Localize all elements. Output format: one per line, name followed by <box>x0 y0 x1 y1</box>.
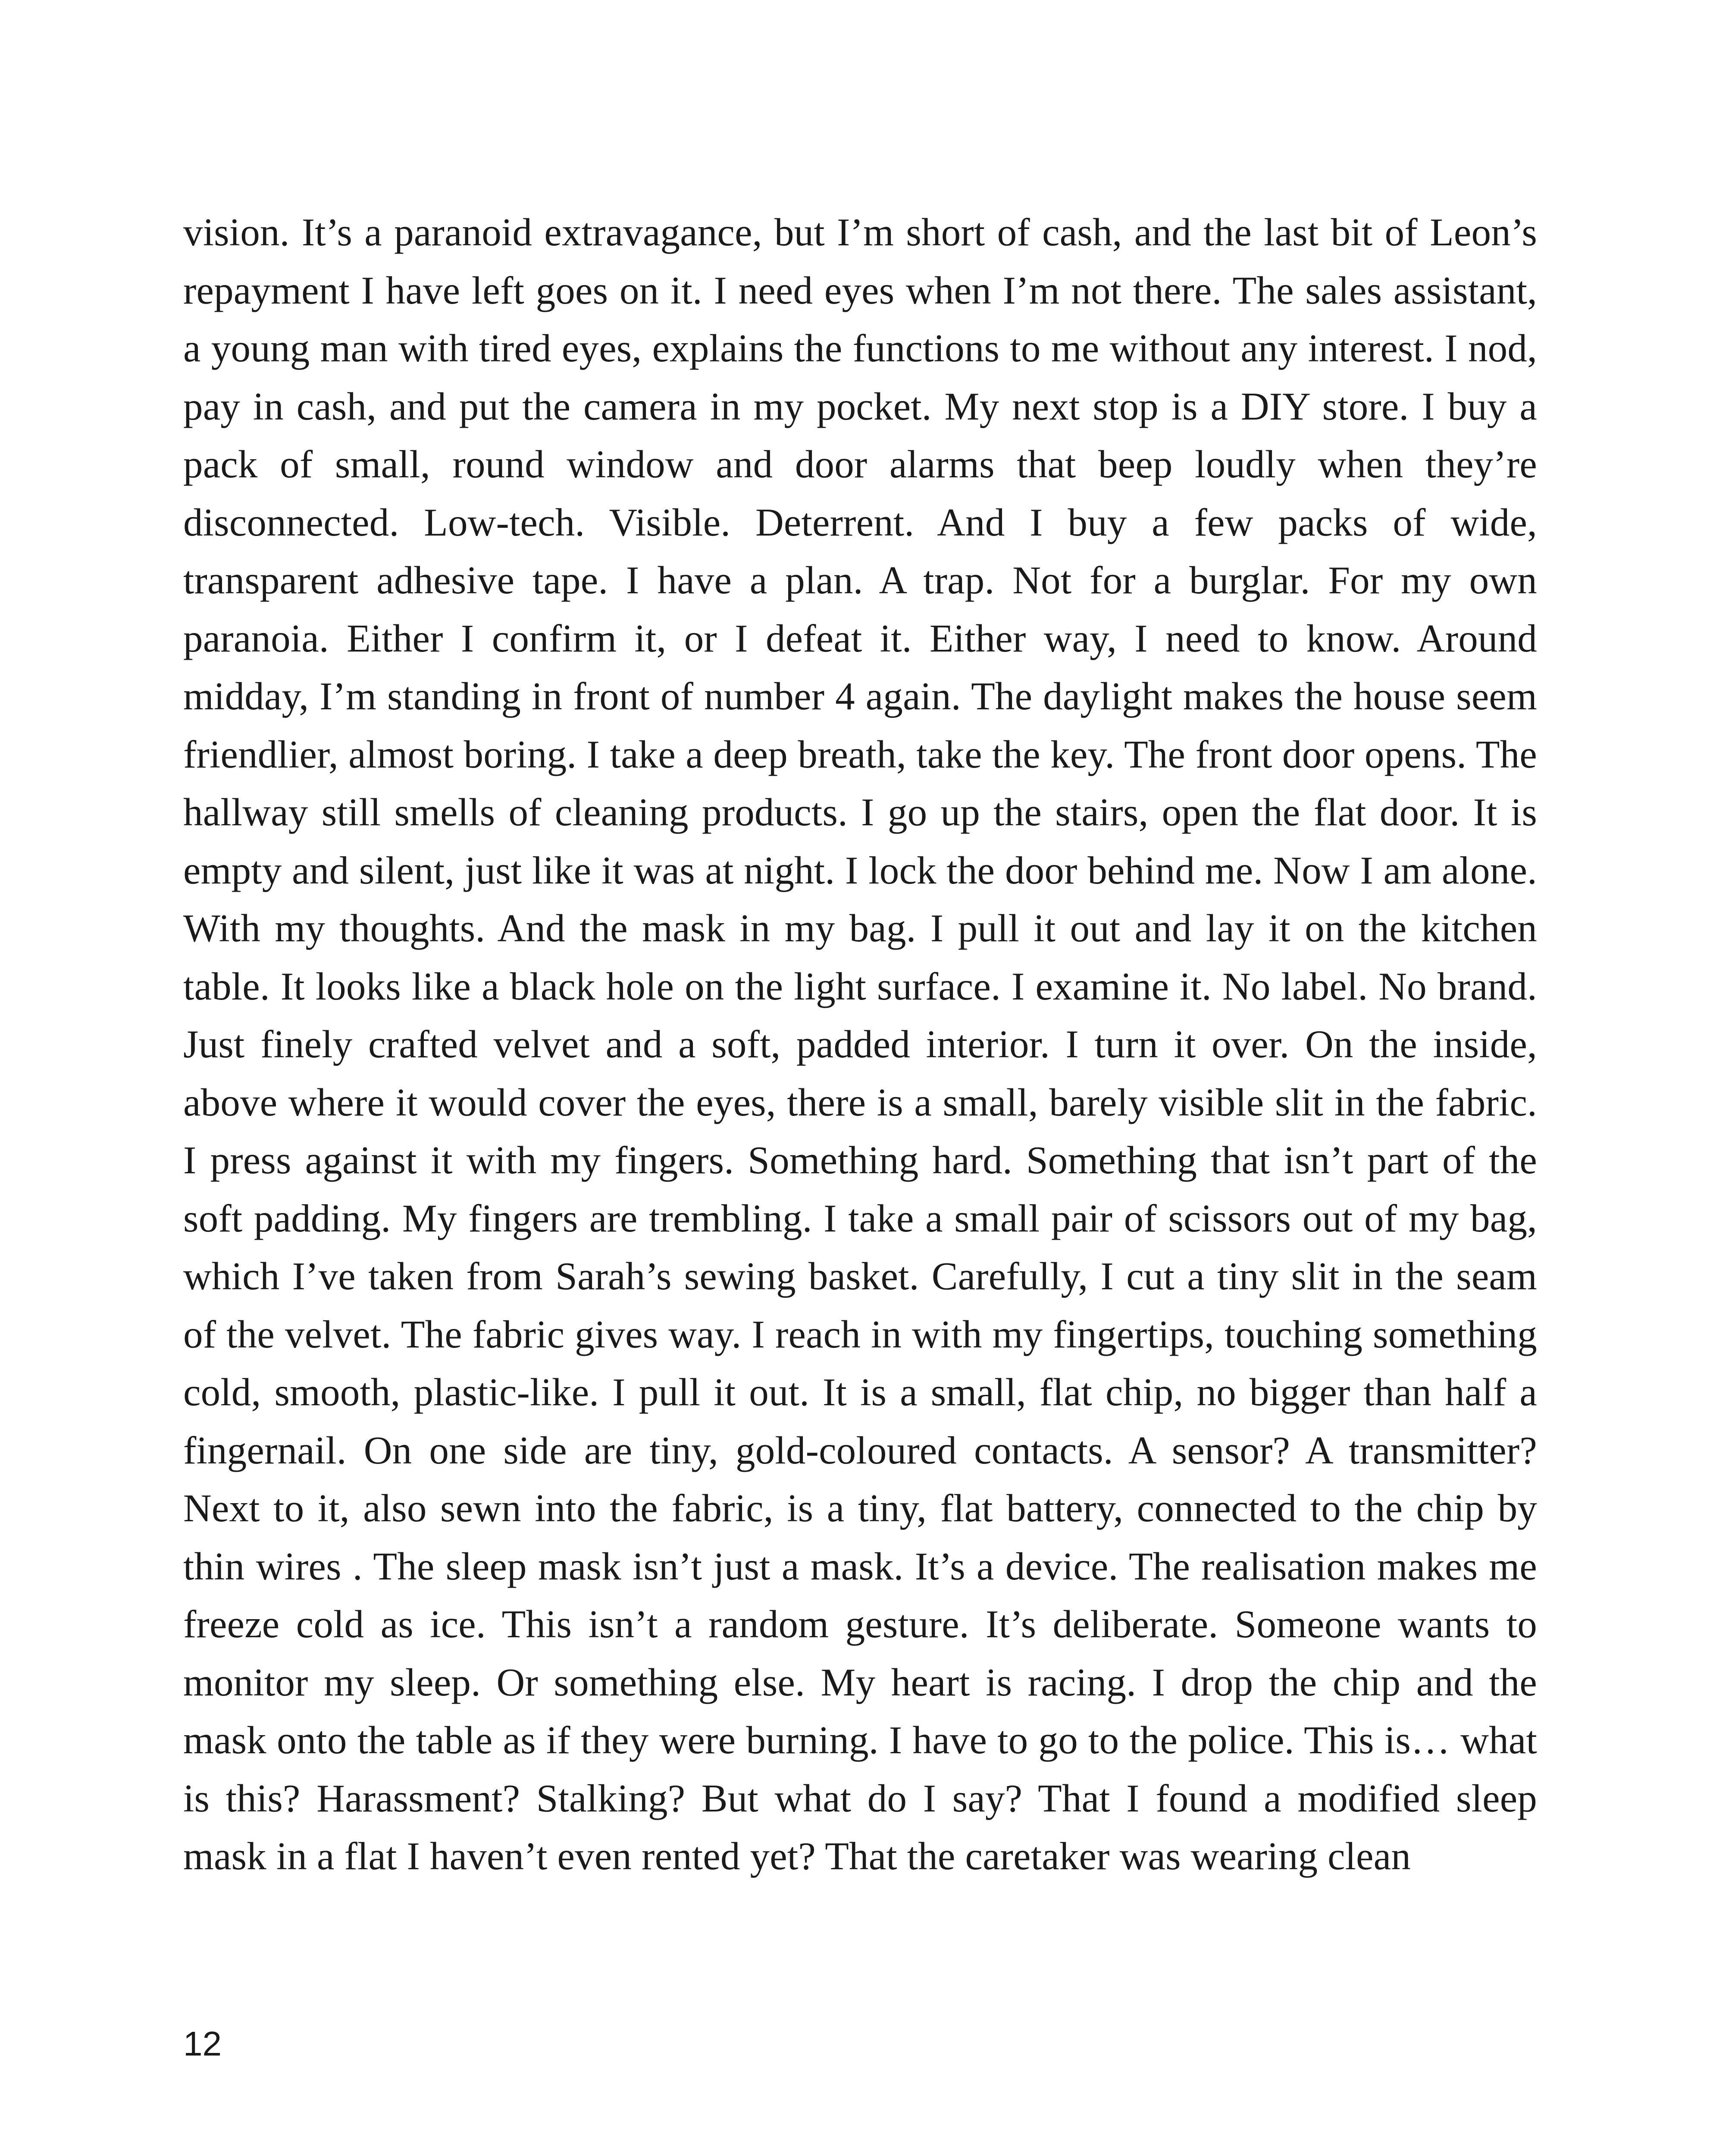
page-number: 12 <box>183 2024 222 2063</box>
body-paragraph: vision. It’s a paranoid extravagance, but I’m short of cash, and the last bit of Leon’s repayment I have left goes on it. I need eyes when I’m not there. The sales assistant, a young man with tired eyes, explains the functions to me without any interest. I nod, pay in cash, and put the camera in my pocket. My next stop is a DIY store. I buy a pack of small, round window and door alarms that beep loudly when they’re disconnected. Low-tech. Visible. Deterrent. And I buy a few packs of wide, transparent adhesive tape. I have a plan. A trap. Not for a burglar. For my own paranoia. Either I confirm it, or I defeat it. Either way, I need to know. Around midday, I’m standing in front of number 4 again. The daylight makes the house seem friendlier, almost boring. I take a deep breath, take the key. The front door opens. The hallway still smells of cleaning products. I go up the stairs, open the flat door. It is empty and silent, just like it was at night. I lock the door behind me. Now I am alone. With my thoughts. And the mask in my bag. I pull it out and lay it on the kitchen table. It looks like a black hole on the light surface. I examine it. No label. No brand. Just finely crafted velvet and a soft, padded interior. I turn it over. On the inside, above where it would cover the eyes, there is a small, barely visible slit in the fabric. I press against it with my fingers. Something hard. Something that isn’t part of the soft padding. My fingers are trembling. I take a small pair of scissors out of my bag, which I’ve taken from Sarah’s sewing basket. Carefully, I cut a tiny slit in the seam of the velvet. The fabric gives way. I reach in with my fingertips, touching something cold, smooth, plastic-like. I pull it out. It is a small, flat chip, no bigger than half a fingernail. On one side are tiny, gold-coloured contacts. A sensor? A transmitter? Next to it, also sewn into the fabric, is a tiny, flat battery, connected to the chip by thin wires . The sleep mask isn’t just a mask. It’s a device. The realisation makes me freeze cold as ice. This isn’t a random gesture. It’s deliberate. Someone wants to monitor my sleep. Or something else. My heart is racing. I drop the chip and the mask onto the table as if they were burning. I have to go to the police. This is… what is this? Harassment? Stalking? But what do I say? That I found a modified sleep mask in a flat I haven’t even rented yet? That the caretaker was wearing clean <box>183 210 1537 1878</box>
